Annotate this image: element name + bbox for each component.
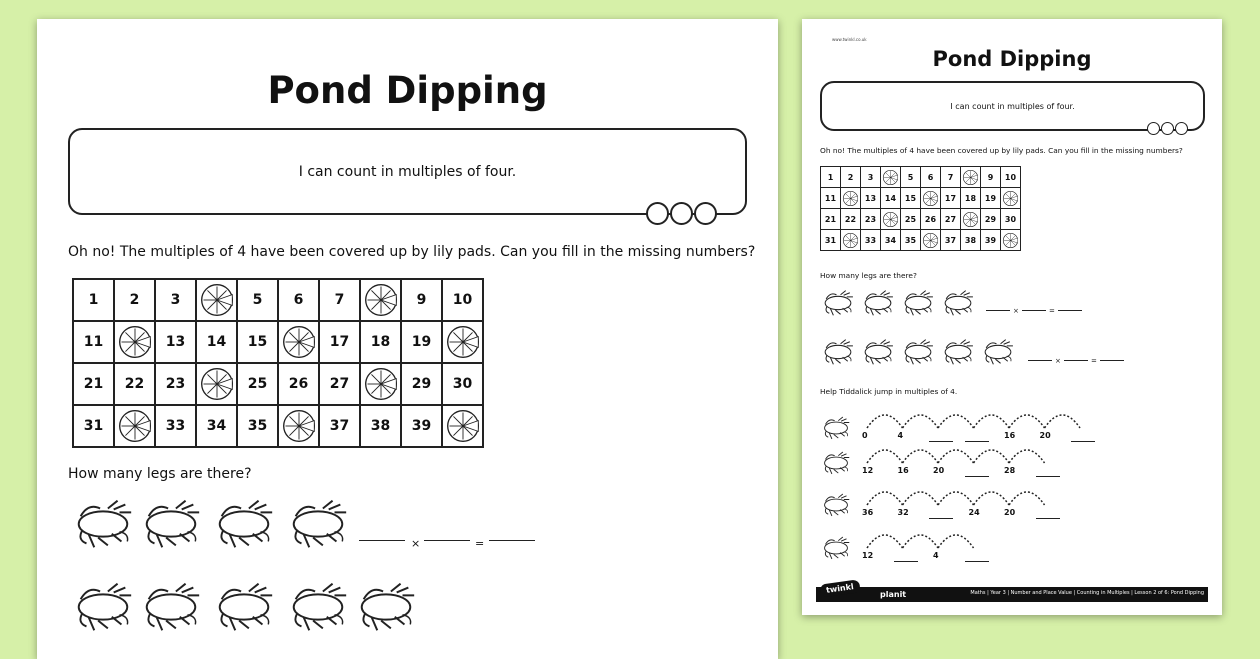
grid-cell: 35 [237,405,278,447]
grid-cell: 23 [155,363,196,405]
grid-cell: 14 [196,321,237,363]
jump-arc [867,535,903,548]
answer-blank[interactable] [929,518,953,519]
jump-number: 32 [897,508,909,517]
frog-icon [137,494,205,558]
jump-number: 20 [1039,431,1051,440]
grid-cell: 5 [237,279,278,321]
jump-arc [867,450,903,463]
answer-blank[interactable] [1028,360,1052,361]
learning-objective: I can count in multiples of four. [950,101,1075,111]
frog-icon [820,336,856,372]
learning-objective: I can count in multiples of four. [298,163,517,180]
grid-cell: 29 [981,209,1001,230]
times-sign: × [1013,307,1019,315]
hundred-grid [72,278,484,448]
grid-cell: 30 [442,363,483,405]
frog-icon [980,336,1016,372]
jump-arc [867,492,903,505]
answer-blank[interactable] [965,561,989,562]
grid-instruction: Oh no! The multiples of 4 have been covered up by lily pads. Can you fill in the missing numbers? [68,244,756,260]
grid-instruction: Oh no! The multiples of 4 have been covered up by lily pads. Can you fill in the missing numbers? [820,146,1183,155]
footer-bar [816,582,1208,602]
answer-blank[interactable] [929,441,953,442]
jump-arc [974,450,1010,463]
planit-logo: planit [880,590,907,599]
jump-number: 24 [968,508,980,517]
grid-cell: 6 [278,279,319,321]
lily-pad-icon [196,279,237,321]
jump-arc [938,450,974,463]
grid-cell: 39 [981,230,1001,251]
jump-arc [903,450,939,463]
frog-icon [940,336,976,372]
grid-cell: 13 [861,188,881,209]
grid-row [73,321,483,363]
equals-sign: = [475,537,485,550]
grid-cell: 37 [941,230,961,251]
grid-cell: 27 [941,209,961,230]
grid-cell: 2 [841,167,861,188]
frog-icon [820,491,852,523]
grid-cell: 37 [319,405,360,447]
jump-number: 0 [862,431,868,440]
grid-row [73,363,483,405]
lily-pad-icon [881,167,901,188]
grid-cell: 1 [73,279,114,321]
grid-cell: 33 [155,405,196,447]
grid-row [821,167,1021,188]
jump-number: 16 [1004,431,1016,440]
lily-pad-icon [841,230,861,251]
grid-cell: 18 [961,188,981,209]
jump-number: 36 [862,508,874,517]
grid-cell: 21 [821,209,841,230]
jump-number: 28 [1004,466,1016,475]
answer-blank[interactable] [1036,476,1060,477]
grid-row [73,405,483,447]
circle-icon [694,202,717,225]
grid-row [821,230,1021,251]
grid-cell: 15 [237,321,278,363]
grid-cell: 17 [319,321,360,363]
equals-sign: = [1091,357,1097,365]
frog-icon [284,494,352,558]
jump-number: 4 [897,431,904,440]
lily-pad-icon [1001,188,1021,209]
lily-pad-icon [278,405,319,447]
grid-cell: 2 [114,279,155,321]
frog-icon [69,577,137,641]
grid-cell: 31 [821,230,841,251]
grid-cell: 18 [360,321,401,363]
answer-blank[interactable] [1071,441,1095,442]
jump-number: 20 [1004,508,1016,517]
jump-number: 4 [933,551,939,560]
grid-cell: 7 [319,279,360,321]
grid-row [73,279,483,321]
answer-blank[interactable] [965,441,989,442]
equals-sign: = [1049,307,1055,315]
grid-cell: 13 [155,321,196,363]
jump-arcs [864,443,1062,465]
frog-icon [900,336,936,372]
frog-icon [860,336,896,372]
grid-cell: 25 [237,363,278,405]
jump-number: 16 [897,466,909,475]
answer-blank[interactable] [1036,518,1060,519]
grid-cell: 19 [981,188,1001,209]
brand-url: www.twinkl.co.uk [832,37,867,42]
lily-pad-icon [196,363,237,405]
grid-cell: 26 [278,363,319,405]
lily-pad-icon [442,321,483,363]
grid-cell: 39 [401,405,442,447]
circle-icon [1147,122,1160,135]
jump-arc [938,535,974,548]
jump-number: 12 [862,466,874,475]
answer-blank[interactable] [359,540,405,541]
frog-icon [860,287,896,323]
grid-cell: 7 [941,167,961,188]
frog-icon [137,577,205,641]
answer-blank[interactable] [965,476,989,477]
lily-pad-icon [961,167,981,188]
frog-icon [900,287,936,323]
lily-pad-icon [841,188,861,209]
twinkl-logo: twinkl [819,579,860,597]
jump-arc [1009,450,1045,463]
grid-row [821,209,1021,230]
grid-cell: 34 [881,230,901,251]
grid-cell: 15 [901,188,921,209]
frog-icon [820,449,852,481]
grid-cell: 38 [360,405,401,447]
lily-pad-icon [114,405,155,447]
jump-arc [974,415,1010,428]
page-title: Pond Dipping [267,69,548,112]
worksheet-page-zoomed [37,19,778,659]
grid-cell: 38 [961,230,981,251]
jump-arc [1045,415,1081,428]
grid-cell: 27 [319,363,360,405]
grid-cell: 10 [442,279,483,321]
grid-cell: 17 [941,188,961,209]
answer-blank[interactable] [1064,360,1088,361]
frog-icon [820,287,856,323]
lily-pad-icon [442,405,483,447]
jump-number: 20 [933,466,945,475]
grid-cell: 1 [821,167,841,188]
frog-icon [69,494,137,558]
grid-cell: 22 [114,363,155,405]
grid-cell: 21 [73,363,114,405]
grid-cell: 31 [73,405,114,447]
lily-pad-icon [1001,230,1021,251]
jump-arc [1009,415,1045,428]
jump-arc [903,535,939,548]
jump-arc [974,492,1010,505]
jump-arcs [864,408,1097,430]
page-title: Pond Dipping [932,47,1092,71]
answer-blank[interactable] [1058,310,1082,311]
jump-arc [867,415,903,428]
jump-arcs [864,485,1062,507]
footer-text: Maths | Year 3 | Number and Place Value | Counting in Multiples | Lesson 2 of 6: Pond Dipping [970,590,1204,596]
jump-number: 12 [862,551,874,560]
lily-pad-icon [114,321,155,363]
jump-arc [903,415,939,428]
worksheet-page-full [802,19,1222,615]
grid-cell: 26 [921,209,941,230]
hundred-grid [820,166,1021,251]
grid-cell: 25 [901,209,921,230]
legs-question: How many legs are there? [68,466,252,482]
answer-blank[interactable] [1100,360,1124,361]
circle-icon [670,202,693,225]
grid-cell: 10 [1001,167,1021,188]
jump-instruction: Help Tiddalick jump in multiples of 4. [820,387,958,396]
frog-icon [820,414,852,446]
grid-cell: 14 [881,188,901,209]
legs-question: How many legs are there? [820,271,917,280]
frog-icon [940,287,976,323]
grid-row [821,188,1021,209]
grid-cell: 23 [861,209,881,230]
lily-pad-icon [961,209,981,230]
frog-icon [820,534,852,566]
grid-cell: 30 [1001,209,1021,230]
objective-circles [646,202,717,225]
frog-icon [284,577,352,641]
grid-cell: 33 [861,230,881,251]
grid-cell: 6 [921,167,941,188]
frog-icon [210,577,278,641]
circle-icon [1175,122,1188,135]
jump-arcs [864,528,991,550]
circle-icon [646,202,669,225]
lily-pad-icon [881,209,901,230]
grid-cell: 22 [841,209,861,230]
answer-blank[interactable] [1022,310,1046,311]
answer-blank[interactable] [489,540,535,541]
grid-cell: 11 [821,188,841,209]
grid-cell: 3 [861,167,881,188]
lily-pad-icon [278,321,319,363]
answer-blank[interactable] [424,540,470,541]
circle-icon [1161,122,1174,135]
objective-circles [1147,122,1188,135]
frog-icon [352,577,420,641]
answer-blank[interactable] [986,310,1010,311]
frog-icon [210,494,278,558]
grid-cell: 3 [155,279,196,321]
lily-pad-icon [921,230,941,251]
jump-arc [1009,492,1045,505]
grid-cell: 19 [401,321,442,363]
lily-pad-icon [921,188,941,209]
times-sign: × [1055,357,1061,365]
lily-pad-icon [360,279,401,321]
grid-cell: 9 [401,279,442,321]
times-sign: × [411,537,421,550]
jump-arc [938,492,974,505]
grid-cell: 11 [73,321,114,363]
grid-cell: 35 [901,230,921,251]
grid-cell: 29 [401,363,442,405]
answer-blank[interactable] [894,561,918,562]
grid-cell: 9 [981,167,1001,188]
grid-cell: 5 [901,167,921,188]
grid-cell: 34 [196,405,237,447]
lily-pad-icon [360,363,401,405]
jump-arc [903,492,939,505]
jump-arc [938,415,974,428]
